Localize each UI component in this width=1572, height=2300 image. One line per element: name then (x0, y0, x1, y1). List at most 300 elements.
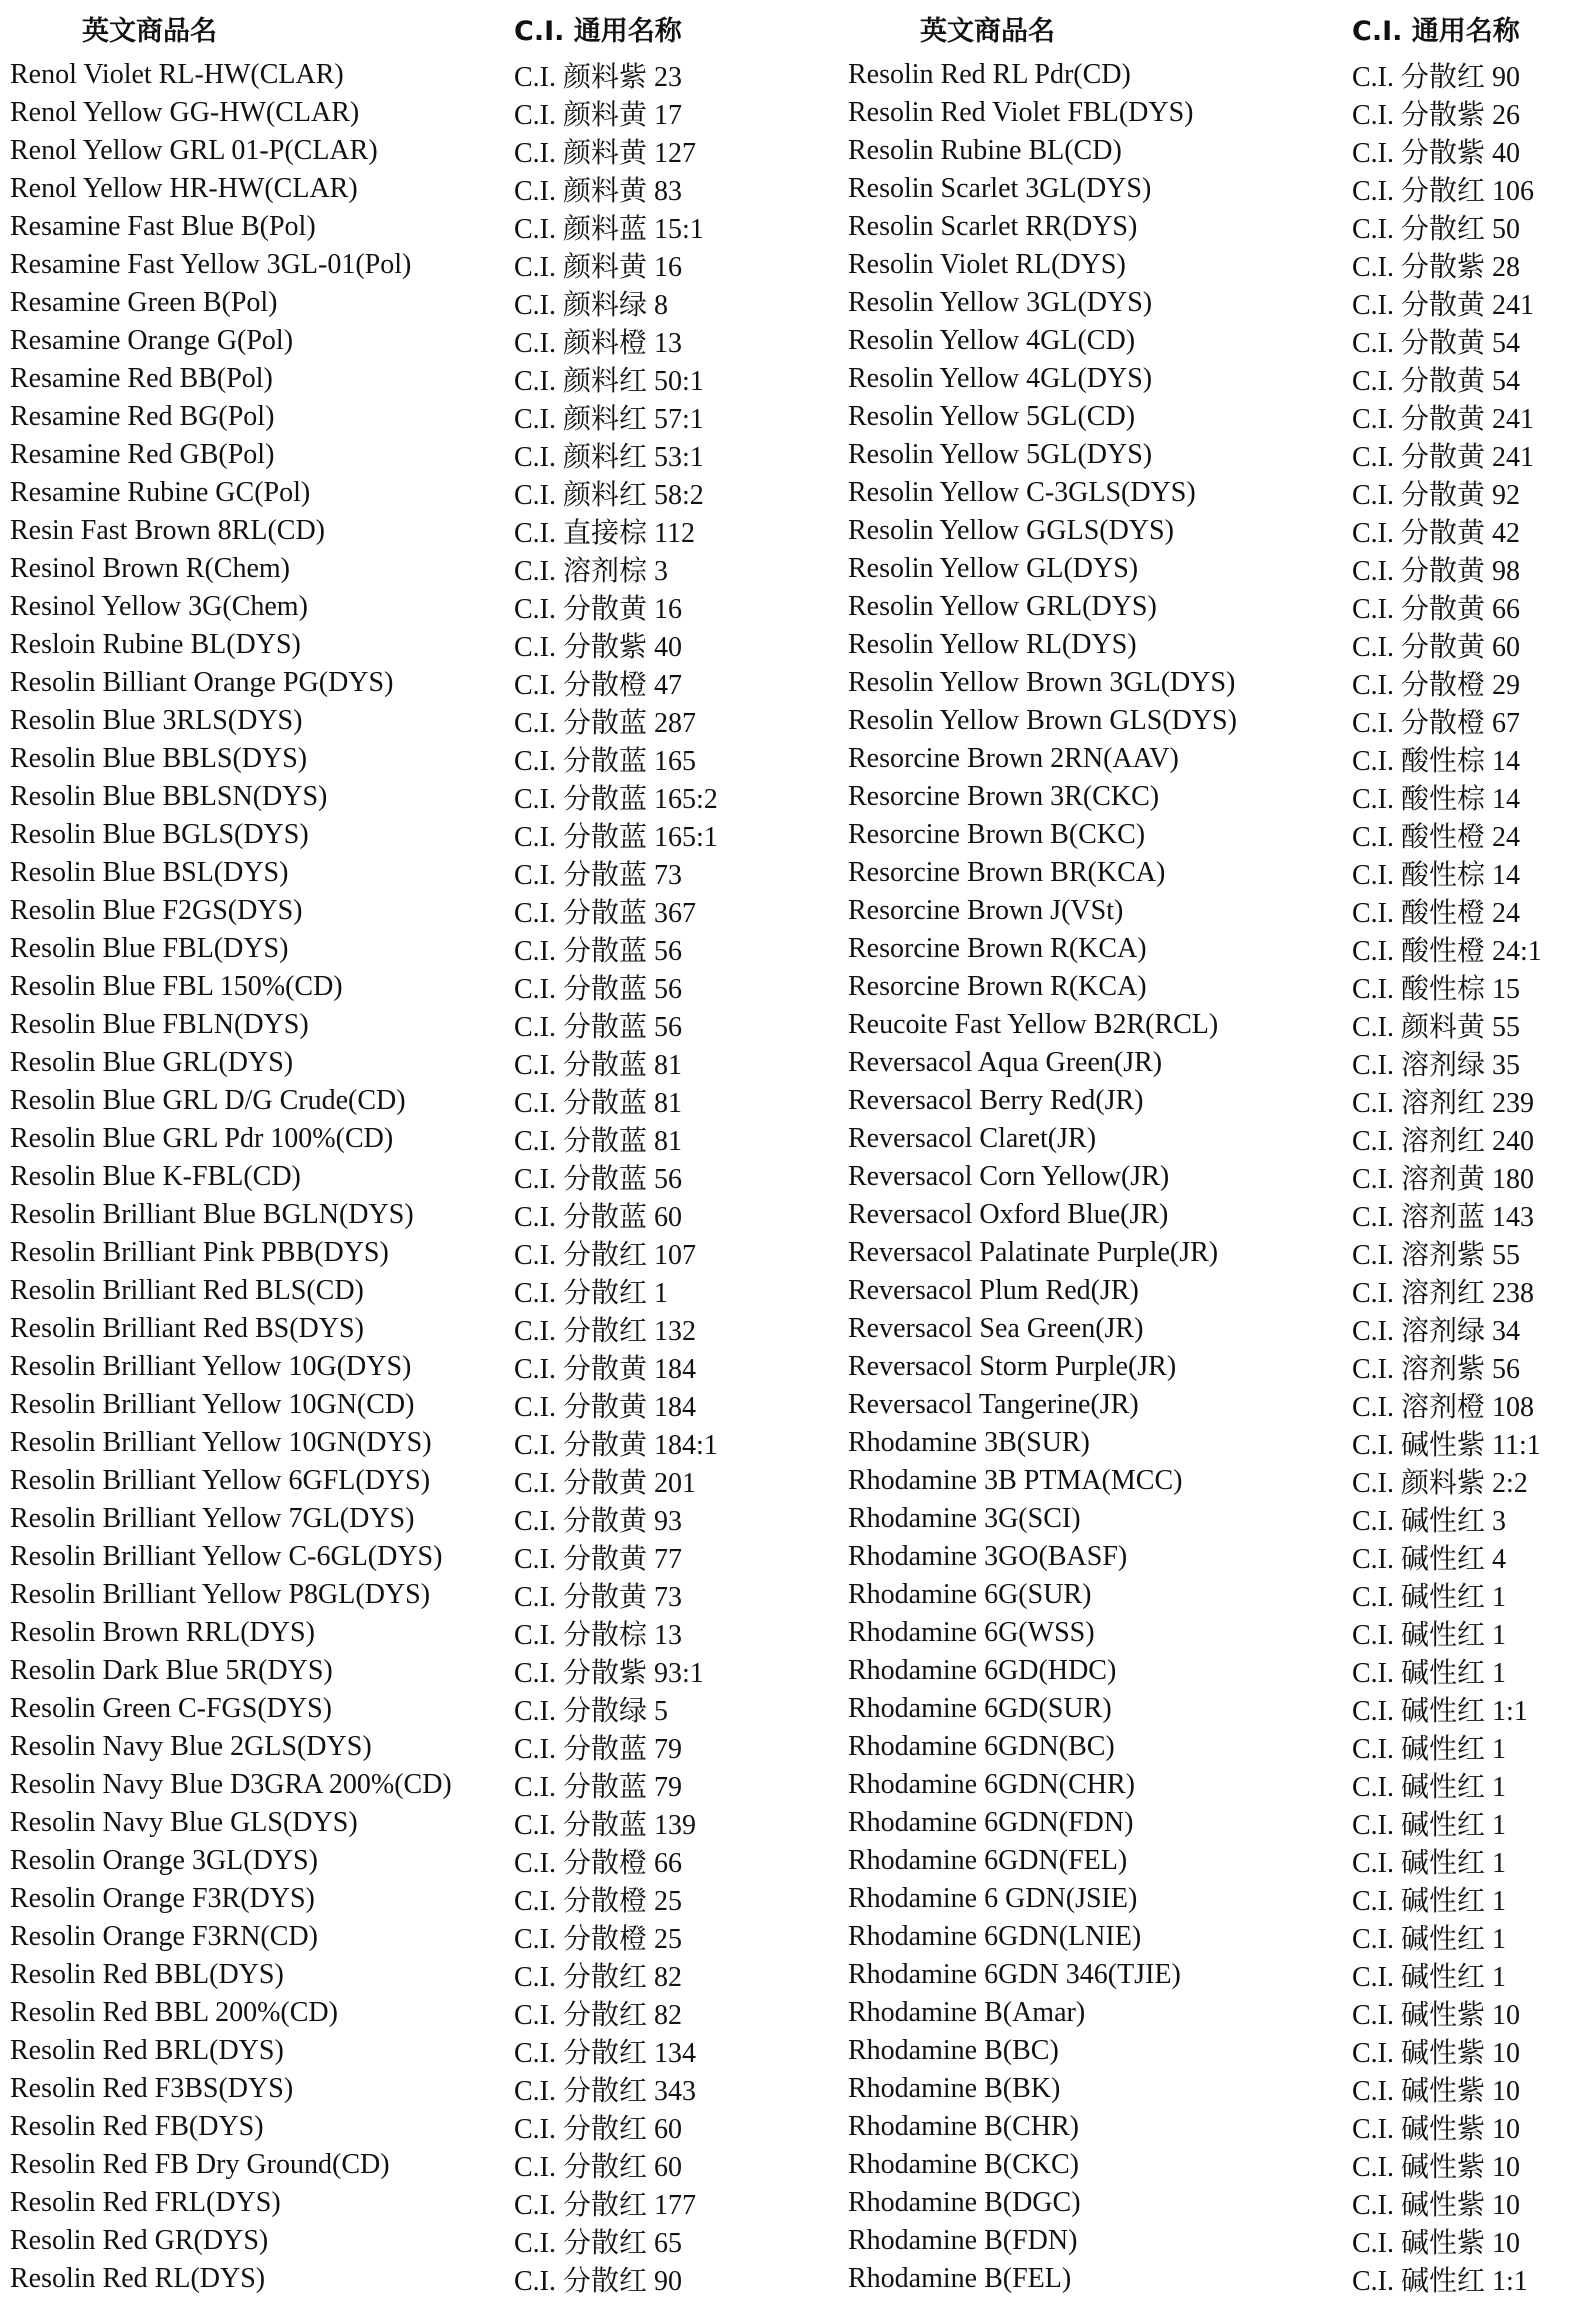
ci-generic-name: C.I. 分散蓝 81 (514, 1050, 683, 1081)
trade-name: Resolin Blue 3RLS(DYS) (10, 705, 303, 736)
table-row (848, 1348, 1557, 1386)
table-row (10, 56, 719, 94)
trade-name: Rhodamine 6GD(HDC) (848, 1655, 1117, 1686)
trade-name: Resolin Blue GRL D/G Crude(CD) (10, 1085, 406, 1116)
ci-generic-name: C.I. 分散红 132 (514, 1316, 697, 1347)
table-row (10, 2260, 719, 2298)
trade-name: Resolin Navy Blue 2GLS(DYS) (10, 1731, 372, 1762)
table-row (10, 512, 719, 550)
ci-generic-name: C.I. 分散橙 25 (514, 1886, 683, 1917)
table-row (10, 1956, 719, 1994)
table-row (10, 1462, 719, 1500)
table-row (10, 94, 719, 132)
ci-generic-name: C.I. 碱性紫 10 (1352, 2228, 1521, 2259)
ci-generic-name: C.I. 分散黄 92 (1352, 480, 1521, 511)
trade-name: Resamine Rubine GC(Pol) (10, 477, 311, 508)
trade-name: Rhodamine B(BK) (848, 2073, 1061, 2104)
ci-generic-name: C.I. 分散黄 184:1 (514, 1430, 718, 1461)
table-row (10, 1538, 719, 1576)
ci-generic-name: C.I. 碱性红 1:1 (1352, 1696, 1528, 1727)
ci-generic-name: C.I. 颜料红 57:1 (514, 404, 704, 435)
trade-name: Renol Violet RL-HW(CLAR) (10, 59, 344, 90)
table-row (848, 1386, 1557, 1424)
table-row (10, 436, 719, 474)
trade-name: Resolin Red BRL(DYS) (10, 2035, 284, 2066)
ci-generic-name: C.I. 碱性紫 10 (1352, 2190, 1521, 2221)
trade-name: Rhodamine B(DGC) (848, 2187, 1081, 2218)
table-row (848, 930, 1557, 968)
trade-name: Reversacol Palatinate Purple(JR) (848, 1237, 1219, 1268)
ci-generic-name: C.I. 分散蓝 79 (514, 1772, 683, 1803)
ci-generic-name: C.I. 分散黄 42 (1352, 518, 1521, 549)
ci-generic-name: C.I. 分散黄 66 (1352, 594, 1521, 625)
trade-name: Resolin Orange F3RN(CD) (10, 1921, 318, 1952)
ci-generic-name: C.I. 分散蓝 287 (514, 708, 697, 739)
trade-name: Rhodamine 3B PTMA(MCC) (848, 1465, 1183, 1496)
table-row (10, 664, 719, 702)
ci-generic-name: C.I. 分散黄 184 (514, 1392, 697, 1423)
table-row (10, 1728, 719, 1766)
trade-name: Rhodamine B(FDN) (848, 2225, 1078, 2256)
ci-generic-name: C.I. 分散蓝 81 (514, 1088, 683, 1119)
trade-name: Rhodamine 3B(SUR) (848, 1427, 1090, 1458)
table-row (10, 626, 719, 664)
trade-name: Resolin Blue GRL Pdr 100%(CD) (10, 1123, 394, 1154)
trade-name: Resolin Brilliant Yellow 10GN(CD) (10, 1389, 415, 1420)
ci-generic-name: C.I. 溶剂绿 35 (1352, 1050, 1521, 1081)
trade-name: Resolin Scarlet RR(DYS) (848, 211, 1138, 242)
table-row (848, 550, 1557, 588)
trade-name: Resolin Green C-FGS(DYS) (10, 1693, 332, 1724)
trade-name: Resorcine Brown BR(KCA) (848, 857, 1166, 888)
ci-generic-name: C.I. 颜料红 58:2 (514, 480, 704, 511)
ci-generic-name: C.I. 分散蓝 165 (514, 746, 697, 777)
trade-name: Resolin Yellow 5GL(CD) (848, 401, 1136, 432)
trade-name: Resamine Red BG(Pol) (10, 401, 275, 432)
table-row (848, 702, 1557, 740)
ci-generic-name: C.I. 分散紫 93:1 (514, 1658, 704, 1689)
trade-name: Resolin Billiant Orange PG(DYS) (10, 667, 394, 698)
trade-name: Resolin Scarlet 3GL(DYS) (848, 173, 1152, 204)
ci-generic-name: C.I. 碱性紫 10 (1352, 2076, 1521, 2107)
ci-generic-name: C.I. 碱性红 1:1 (1352, 2266, 1528, 2297)
trade-name: Resolin Brilliant Red BS(DYS) (10, 1313, 364, 1344)
trade-name: Reversacol Claret(JR) (848, 1123, 1097, 1154)
table-row (10, 1348, 719, 1386)
ci-generic-name: C.I. 碱性红 1 (1352, 1962, 1507, 1993)
table-row (848, 2108, 1557, 2146)
trade-name: Rhodamine B(BC) (848, 2035, 1059, 2066)
table-row (10, 930, 719, 968)
table-row (10, 1272, 719, 1310)
table-row (10, 816, 719, 854)
table-row (848, 1196, 1557, 1234)
trade-name: Resorcine Brown R(KCA) (848, 971, 1147, 1002)
header-ci-name: C.I. 通用名称 (1352, 15, 1520, 47)
ci-generic-name: C.I. 分散黄 93 (514, 1506, 683, 1537)
left-header-row (10, 0, 719, 56)
table-row (10, 1082, 719, 1120)
ci-generic-name: C.I. 碱性红 1 (1352, 1810, 1507, 1841)
ci-generic-name: C.I. 分散紫 40 (514, 632, 683, 663)
table-row (10, 1576, 719, 1614)
ci-generic-name: C.I. 分散黄 60 (1352, 632, 1521, 663)
trade-name: Resolin Orange F3R(DYS) (10, 1883, 315, 1914)
trade-name: Reversacol Oxford Blue(JR) (848, 1199, 1169, 1230)
ci-generic-name: C.I. 碱性紫 10 (1352, 2000, 1521, 2031)
table-row (848, 512, 1557, 550)
table-row (848, 2146, 1557, 2184)
ci-generic-name: C.I. 分散紫 40 (1352, 138, 1521, 169)
ci-generic-name: C.I. 分散黄 16 (514, 594, 683, 625)
ci-generic-name: C.I. 溶剂红 240 (1352, 1126, 1535, 1157)
table-row (10, 284, 719, 322)
trade-name: Reversacol Sea Green(JR) (848, 1313, 1144, 1344)
ci-generic-name: C.I. 颜料黄 16 (514, 252, 683, 283)
ci-generic-name: C.I. 颜料黄 83 (514, 176, 683, 207)
table-row (848, 1424, 1557, 1462)
trade-name: Resolin Brilliant Yellow 10G(DYS) (10, 1351, 412, 1382)
trade-name: Resolin Blue BBLS(DYS) (10, 743, 308, 774)
table-row (10, 398, 719, 436)
ci-generic-name: C.I. 分散红 82 (514, 2000, 683, 2031)
trade-name: Resolin Brilliant Yellow 7GL(DYS) (10, 1503, 415, 1534)
table-row (848, 816, 1557, 854)
trade-name: Renol Yellow GG-HW(CLAR) (10, 97, 360, 128)
trade-name: Resorcine Brown J(VSt) (848, 895, 1124, 926)
header-trade-name: 英文商品名 (82, 15, 217, 47)
left-column (10, 0, 719, 2298)
table-row (848, 664, 1557, 702)
table-row (10, 892, 719, 930)
table-row (848, 1652, 1557, 1690)
table-row (848, 1842, 1557, 1880)
trade-name: Rhodamine 6GDN 346(TJIE) (848, 1959, 1181, 1990)
ci-generic-name: C.I. 酸性橙 24:1 (1352, 936, 1542, 967)
table-row (848, 778, 1557, 816)
trade-name: Reversacol Plum Red(JR) (848, 1275, 1139, 1306)
right-column (848, 0, 1557, 2298)
table-row (10, 968, 719, 1006)
ci-generic-name: C.I. 酸性棕 14 (1352, 784, 1521, 815)
table-row (10, 132, 719, 170)
trade-name: Resolin Blue FBL 150%(CD) (10, 971, 343, 1002)
ci-generic-name: C.I. 分散黄 73 (514, 1582, 683, 1613)
table-row (10, 2032, 719, 2070)
trade-name: Resorcine Brown R(KCA) (848, 933, 1147, 964)
table-row (848, 2260, 1557, 2298)
table-row (848, 1500, 1557, 1538)
table-row (848, 1120, 1557, 1158)
trade-name: Resolin Orange 3GL(DYS) (10, 1845, 318, 1876)
table-row (848, 1766, 1557, 1804)
trade-name: Resin Fast Brown 8RL(CD) (10, 515, 325, 546)
ci-generic-name: C.I. 分散橙 67 (1352, 708, 1521, 739)
table-row (848, 2222, 1557, 2260)
trade-name: Reversacol Aqua Green(JR) (848, 1047, 1163, 1078)
table-row (10, 322, 719, 360)
ci-generic-name: C.I. 分散橙 29 (1352, 670, 1521, 701)
table-row (848, 1462, 1557, 1500)
trade-name: Resolin Red FB(DYS) (10, 2111, 264, 2142)
trade-name: Resolin Yellow 3GL(DYS) (848, 287, 1153, 318)
trade-name: Resolin Blue BBLSN(DYS) (10, 781, 328, 812)
table-row (10, 778, 719, 816)
ci-generic-name: C.I. 碱性红 1 (1352, 1582, 1507, 1613)
trade-name: Resinol Yellow 3G(Chem) (10, 591, 308, 622)
ci-generic-name: C.I. 颜料黄 17 (514, 100, 683, 131)
trade-name: Resolin Red FB Dry Ground(CD) (10, 2149, 390, 2180)
ci-generic-name: C.I. 分散红 60 (514, 2152, 683, 2183)
trade-name: Rhodamine 6G(WSS) (848, 1617, 1095, 1648)
ci-generic-name: C.I. 酸性橙 24 (1352, 898, 1521, 929)
table-row (10, 702, 719, 740)
trade-name: Rhodamine 3G(SCI) (848, 1503, 1081, 1534)
trade-name: Resorcine Brown 3R(CKC) (848, 781, 1160, 812)
ci-generic-name: C.I. 碱性紫 11:1 (1352, 1430, 1541, 1461)
left-rows (10, 56, 719, 2298)
table-row (10, 1614, 719, 1652)
trade-name: Resamine Red BB(Pol) (10, 363, 273, 394)
trade-name: Resolin Yellow GL(DYS) (848, 553, 1139, 584)
trade-name: Resolin Yellow 4GL(DYS) (848, 363, 1153, 394)
trade-name: Resolin Yellow GRL(DYS) (848, 591, 1157, 622)
trade-name: Resamine Red GB(Pol) (10, 439, 275, 470)
ci-generic-name: C.I. 分散黄 98 (1352, 556, 1521, 587)
table-row (848, 1690, 1557, 1728)
table-row (848, 1614, 1557, 1652)
ci-generic-name: C.I. 直接棕 112 (514, 518, 695, 549)
table-row (10, 1006, 719, 1044)
ci-generic-name: C.I. 碱性紫 10 (1352, 2152, 1521, 2183)
table-row (10, 2222, 719, 2260)
ci-generic-name: C.I. 分散红 60 (514, 2114, 683, 2145)
table-row (10, 1918, 719, 1956)
trade-name: Resolin Brilliant Yellow C-6GL(DYS) (10, 1541, 443, 1572)
table-row (10, 1044, 719, 1082)
trade-name: Resolin Red RL Pdr(CD) (848, 59, 1131, 90)
table-row (848, 1804, 1557, 1842)
table-row (848, 170, 1557, 208)
table-row (848, 740, 1557, 778)
table-row (848, 1272, 1557, 1310)
table-row (848, 1310, 1557, 1348)
ci-generic-name: C.I. 分散蓝 79 (514, 1734, 683, 1765)
table-row (10, 2184, 719, 2222)
trade-name: Reversacol Tangerine(JR) (848, 1389, 1139, 1420)
table-row (10, 588, 719, 626)
table-row (10, 1690, 719, 1728)
table-row (848, 132, 1557, 170)
ci-generic-name: C.I. 碱性红 1 (1352, 1620, 1507, 1651)
table-row (848, 360, 1557, 398)
trade-name: Resolin Navy Blue D3GRA 200%(CD) (10, 1769, 452, 1800)
ci-generic-name: C.I. 溶剂黄 180 (1352, 1164, 1535, 1195)
trade-name: Resolin Yellow C-3GLS(DYS) (848, 477, 1196, 508)
ci-generic-name: C.I. 分散黄 184 (514, 1354, 697, 1385)
ci-generic-name: C.I. 溶剂蓝 143 (1352, 1202, 1535, 1233)
table-row (848, 208, 1557, 246)
ci-generic-name: C.I. 酸性橙 24 (1352, 822, 1521, 853)
trade-name: Resolin Yellow 5GL(DYS) (848, 439, 1153, 470)
ci-generic-name: C.I. 颜料黄 55 (1352, 1012, 1521, 1043)
trade-name: Renol Yellow GRL 01-P(CLAR) (10, 135, 378, 166)
table-row (10, 1652, 719, 1690)
table-row (848, 854, 1557, 892)
ci-generic-name: C.I. 分散红 90 (514, 2266, 683, 2297)
ci-generic-name: C.I. 溶剂紫 56 (1352, 1354, 1521, 1385)
ci-generic-name: C.I. 分散红 343 (514, 2076, 697, 2107)
trade-name: Resolin Brilliant Red BLS(CD) (10, 1275, 364, 1306)
trade-name: Resolin Yellow Brown 3GL(DYS) (848, 667, 1236, 698)
table-row (848, 2184, 1557, 2222)
header-ci-name: C.I. 通用名称 (514, 15, 682, 47)
trade-name: Resolin Brilliant Pink PBB(DYS) (10, 1237, 389, 1268)
table-row (10, 246, 719, 284)
ci-generic-name: C.I. 分散绿 5 (514, 1696, 669, 1727)
trade-name: Resamine Fast Blue B(Pol) (10, 211, 316, 242)
trade-name: Resolin Yellow RL(DYS) (848, 629, 1137, 660)
trade-name: Rhodamine 6GDN(FEL) (848, 1845, 1128, 1876)
table-row (10, 1386, 719, 1424)
table-row (10, 1842, 719, 1880)
trade-name: Reversacol Berry Red(JR) (848, 1085, 1144, 1116)
table-row (848, 2070, 1557, 2108)
table-row (848, 1918, 1557, 1956)
trade-name: Resolin Yellow GGLS(DYS) (848, 515, 1174, 546)
ci-generic-name: C.I. 分散黄 241 (1352, 442, 1535, 473)
trade-name: Renol Yellow HR-HW(CLAR) (10, 173, 358, 204)
ci-generic-name: C.I. 分散紫 28 (1352, 252, 1521, 283)
table-row (10, 1994, 719, 2032)
ci-generic-name: C.I. 分散黄 77 (514, 1544, 683, 1575)
trade-name: Resolin Violet RL(DYS) (848, 249, 1126, 280)
ci-generic-name: C.I. 分散红 106 (1352, 176, 1535, 207)
trade-name: Rhodamine 3GO(BASF) (848, 1541, 1128, 1572)
trade-name: Rhodamine B(CHR) (848, 2111, 1079, 2142)
table-row (10, 474, 719, 512)
ci-generic-name: C.I. 颜料绿 8 (514, 290, 669, 321)
ci-generic-name: C.I. 分散红 1 (514, 1278, 669, 1309)
table-row (10, 740, 719, 778)
trade-name: Resolin Blue BSL(DYS) (10, 857, 289, 888)
table-row (848, 1576, 1557, 1614)
trade-name: Resolin Dark Blue 5R(DYS) (10, 1655, 333, 1686)
trade-name: Reversacol Corn Yellow(JR) (848, 1161, 1170, 1192)
ci-generic-name: C.I. 溶剂橙 108 (1352, 1392, 1535, 1423)
ci-generic-name: C.I. 分散蓝 56 (514, 936, 683, 967)
trade-name: Resamine Orange G(Pol) (10, 325, 294, 356)
table-row (10, 550, 719, 588)
table-row (10, 1310, 719, 1348)
trade-name: Resolin Red RL(DYS) (10, 2263, 266, 2294)
table-row (848, 588, 1557, 626)
ci-generic-name: C.I. 溶剂红 239 (1352, 1088, 1535, 1119)
table-row (10, 1234, 719, 1272)
trade-name: Rhodamine B(FEL) (848, 2263, 1072, 2294)
ci-generic-name: C.I. 分散红 90 (1352, 62, 1521, 93)
ci-generic-name: C.I. 溶剂棕 3 (514, 556, 669, 587)
trade-name: Resolin Blue FBLN(DYS) (10, 1009, 309, 1040)
ci-generic-name: C.I. 溶剂红 238 (1352, 1278, 1535, 1309)
table-row (10, 2146, 719, 2184)
trade-name: Resloin Rubine BL(DYS) (10, 629, 301, 660)
ci-generic-name: C.I. 分散蓝 139 (514, 1810, 697, 1841)
ci-generic-name: C.I. 分散蓝 73 (514, 860, 683, 891)
trade-name: Resamine Fast Yellow 3GL-01(Pol) (10, 249, 412, 280)
trade-name: Resolin Blue F2GS(DYS) (10, 895, 303, 926)
table-row (848, 436, 1557, 474)
ci-generic-name: C.I. 分散蓝 81 (514, 1126, 683, 1157)
table-row (10, 1120, 719, 1158)
ci-generic-name: C.I. 溶剂紫 55 (1352, 1240, 1521, 1271)
trade-name: Resolin Blue GRL(DYS) (10, 1047, 294, 1078)
trade-name: Resolin Brilliant Yellow P8GL(DYS) (10, 1579, 431, 1610)
table-row (848, 1082, 1557, 1120)
ci-generic-name: C.I. 颜料紫 2:2 (1352, 1468, 1528, 1499)
table-row (848, 1006, 1557, 1044)
trade-name: Resolin Blue FBL(DYS) (10, 933, 289, 964)
trade-name: Resolin Brilliant Blue BGLN(DYS) (10, 1199, 414, 1230)
ci-generic-name: C.I. 分散黄 201 (514, 1468, 697, 1499)
right-header-row (848, 0, 1557, 56)
trade-name: Rhodamine B(Amar) (848, 1997, 1086, 2028)
table-row (848, 322, 1557, 360)
ci-generic-name: C.I. 颜料紫 23 (514, 62, 683, 93)
ci-generic-name: C.I. 分散红 134 (514, 2038, 697, 2069)
table-row (10, 170, 719, 208)
ci-generic-name: C.I. 分散蓝 165:2 (514, 784, 718, 815)
ci-generic-name: C.I. 颜料黄 127 (514, 138, 697, 169)
ci-generic-name: C.I. 碱性红 1 (1352, 1886, 1507, 1917)
ci-generic-name: C.I. 分散紫 26 (1352, 100, 1521, 131)
ci-generic-name: C.I. 碱性红 1 (1352, 1658, 1507, 1689)
ci-generic-name: C.I. 酸性棕 14 (1352, 860, 1521, 891)
ci-generic-name: C.I. 分散蓝 60 (514, 1202, 683, 1233)
trade-name: Resolin Brilliant Yellow 10GN(DYS) (10, 1427, 432, 1458)
ci-generic-name: C.I. 颜料红 53:1 (514, 442, 704, 473)
trade-name: Reucoite Fast Yellow B2R(RCL) (848, 1009, 1219, 1040)
ci-generic-name: C.I. 分散蓝 367 (514, 898, 697, 929)
ci-generic-name: C.I. 分散蓝 56 (514, 1012, 683, 1043)
ci-generic-name: C.I. 分散橙 25 (514, 1924, 683, 1955)
ci-generic-name: C.I. 分散黄 241 (1352, 290, 1535, 321)
table-row (848, 284, 1557, 322)
ci-generic-name: C.I. 分散橙 47 (514, 670, 683, 701)
table-row (848, 94, 1557, 132)
ci-generic-name: C.I. 分散橙 66 (514, 1848, 683, 1879)
table-row (848, 1538, 1557, 1576)
table-row (10, 360, 719, 398)
trade-name: Resolin Yellow 4GL(CD) (848, 325, 1136, 356)
table-row (848, 968, 1557, 1006)
ci-generic-name: C.I. 碱性紫 10 (1352, 2114, 1521, 2145)
table-row (848, 1234, 1557, 1272)
trade-name: Resamine Green B(Pol) (10, 287, 278, 318)
right-rows (848, 56, 1557, 2298)
trade-name: Rhodamine B(CKC) (848, 2149, 1079, 2180)
trade-name: Resolin Yellow Brown GLS(DYS) (848, 705, 1237, 736)
table-row (10, 1766, 719, 1804)
trade-name: Resolin Blue K-FBL(CD) (10, 1161, 301, 1192)
ci-generic-name: C.I. 分散蓝 56 (514, 1164, 683, 1195)
trade-name: Rhodamine 6GD(SUR) (848, 1693, 1112, 1724)
ci-generic-name: C.I. 分散红 50 (1352, 214, 1521, 245)
ci-generic-name: C.I. 颜料红 50:1 (514, 366, 704, 397)
trade-name: Rhodamine 6 GDN(JSIE) (848, 1883, 1138, 1914)
table-row (848, 1158, 1557, 1196)
trade-name: Rhodamine 6G(SUR) (848, 1579, 1092, 1610)
